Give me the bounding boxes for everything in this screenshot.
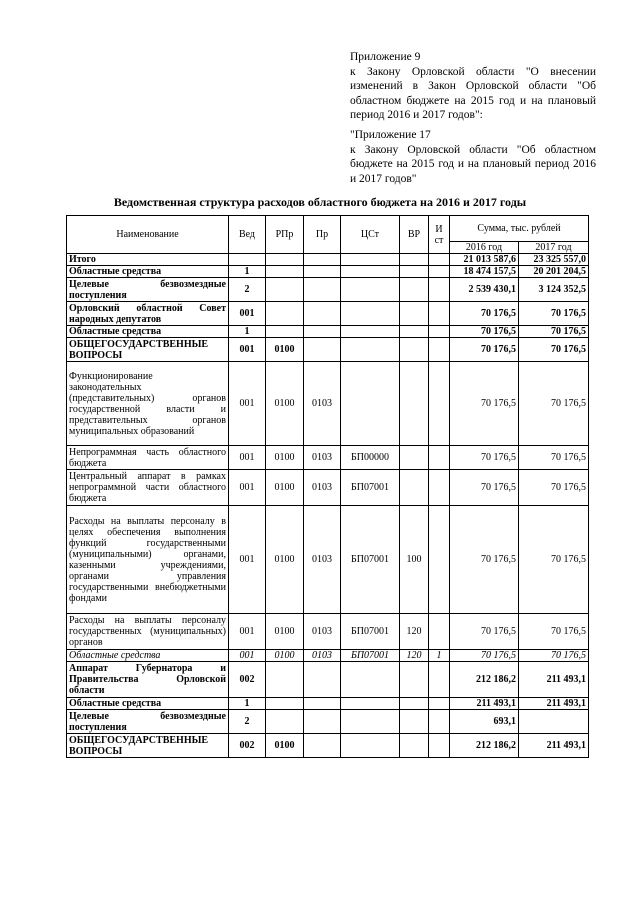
cell-ist — [429, 698, 450, 710]
cell-ved: 001 — [229, 446, 266, 470]
cell-rpr: 0100 — [266, 506, 304, 614]
cell-rpr: 0100 — [266, 734, 304, 758]
cell-rpr: 0100 — [266, 650, 304, 662]
cell-name: Расходы на выплаты персоналу государственных (муниципальных) органов — [67, 614, 229, 650]
cell-ist — [429, 254, 450, 266]
cell-ved: 2 — [229, 278, 266, 302]
cell-ist — [429, 266, 450, 278]
cell-cst: БП07001 — [341, 650, 400, 662]
cell-vr — [400, 302, 429, 326]
cell-rpr — [266, 266, 304, 278]
cell-y2016: 70 176,5 — [450, 614, 519, 650]
annex-9-header — [350, 50, 596, 123]
header-ist: И ст — [429, 216, 450, 254]
header-sum: Сумма, тыс. рублей — [450, 216, 589, 242]
annex-17-text: к Закону Орловской области "Об областном бюджете на 2015 год и на плановый период 2016 и 2017 годов" — [350, 143, 596, 185]
cell-cst: БП07001 — [341, 470, 400, 506]
cell-name: Аппарат Губернатора и Правительства Орловской области — [67, 662, 229, 698]
cell-ist — [429, 446, 450, 470]
cell-cst — [341, 266, 400, 278]
cell-cst — [341, 254, 400, 266]
header-vr: ВР — [400, 216, 429, 254]
cell-y2016: 70 176,5 — [450, 338, 519, 362]
cell-y2016: 70 176,5 — [450, 326, 519, 338]
cell-name: Итого — [67, 254, 229, 266]
cell-name: Областные средства — [67, 698, 229, 710]
cell-vr: 120 — [400, 614, 429, 650]
cell-pr: 0103 — [304, 446, 341, 470]
cell-cst: БП00000 — [341, 446, 400, 470]
cell-pr — [304, 326, 341, 338]
cell-cst — [341, 278, 400, 302]
cell-y2017: 211 493,1 — [519, 734, 589, 758]
cell-y2017: 211 493,1 — [519, 662, 589, 698]
cell-y2017: 70 176,5 — [519, 614, 589, 650]
cell-vr — [400, 446, 429, 470]
cell-vr — [400, 710, 429, 734]
cell-ist — [429, 326, 450, 338]
cell-name: Функционирование законодательных (представительных) органов государственной власти и представительных органов муниципальных образований — [67, 362, 229, 446]
cell-ved — [229, 254, 266, 266]
cell-ved: 1 — [229, 326, 266, 338]
cell-pr — [304, 338, 341, 362]
cell-rpr — [266, 254, 304, 266]
cell-ist — [429, 470, 450, 506]
table-row — [67, 266, 589, 278]
cell-ist — [429, 278, 450, 302]
table-row — [67, 650, 589, 662]
cell-ved: 001 — [229, 506, 266, 614]
table-row — [67, 326, 589, 338]
cell-y2016: 2 539 430,1 — [450, 278, 519, 302]
cell-name: Областные средства — [67, 326, 229, 338]
table-row — [67, 302, 589, 326]
cell-y2016: 70 176,5 — [450, 362, 519, 446]
cell-y2017: 70 176,5 — [519, 362, 589, 446]
table-row — [67, 698, 589, 710]
cell-y2016: 70 176,5 — [450, 506, 519, 614]
cell-pr — [304, 698, 341, 710]
cell-rpr: 0100 — [266, 338, 304, 362]
cell-cst — [341, 698, 400, 710]
cell-vr — [400, 698, 429, 710]
cell-y2016: 212 186,2 — [450, 734, 519, 758]
cell-y2017: 211 493,1 — [519, 698, 589, 710]
cell-rpr — [266, 662, 304, 698]
cell-y2017: 70 176,5 — [519, 302, 589, 326]
cell-ved: 001 — [229, 338, 266, 362]
cell-name: Областные средства — [67, 650, 229, 662]
cell-pr: 0103 — [304, 614, 341, 650]
cell-ist — [429, 734, 450, 758]
cell-y2016: 21 013 587,6 — [450, 254, 519, 266]
cell-rpr — [266, 698, 304, 710]
cell-pr — [304, 734, 341, 758]
table-row — [67, 278, 589, 302]
cell-ist — [429, 362, 450, 446]
annex-17-number: "Приложение 17 — [350, 129, 431, 141]
cell-vr — [400, 326, 429, 338]
cell-pr — [304, 254, 341, 266]
cell-pr — [304, 266, 341, 278]
cell-name: ОБЩЕГОСУДАРСТВЕННЫЕ ВОПРОСЫ — [67, 734, 229, 758]
cell-vr — [400, 338, 429, 362]
table-row — [67, 254, 589, 266]
cell-cst — [341, 362, 400, 446]
cell-y2017: 3 124 352,5 — [519, 278, 589, 302]
cell-vr — [400, 662, 429, 698]
table-row — [67, 362, 589, 446]
cell-name: Целевые безвозмездные поступления — [67, 710, 229, 734]
cell-ist — [429, 662, 450, 698]
cell-cst — [341, 710, 400, 734]
cell-y2017: 70 176,5 — [519, 506, 589, 614]
cell-y2016: 212 186,2 — [450, 662, 519, 698]
cell-vr — [400, 266, 429, 278]
cell-name: Орловский областной Совет народных депутатов — [67, 302, 229, 326]
header-rpr: РПр — [266, 216, 304, 254]
cell-rpr: 0100 — [266, 362, 304, 446]
cell-cst: БП07001 — [341, 506, 400, 614]
cell-ist: 1 — [429, 650, 450, 662]
cell-y2017: 70 176,5 — [519, 650, 589, 662]
cell-y2016: 211 493,1 — [450, 698, 519, 710]
cell-name: Областные средства — [67, 266, 229, 278]
cell-y2017: 70 176,5 — [519, 446, 589, 470]
cell-ved: 002 — [229, 734, 266, 758]
cell-ved: 1 — [229, 266, 266, 278]
table-row — [67, 338, 589, 362]
cell-pr: 0103 — [304, 362, 341, 446]
table-row — [67, 446, 589, 470]
table-row — [67, 734, 589, 758]
cell-y2017: 70 176,5 — [519, 470, 589, 506]
cell-cst — [341, 326, 400, 338]
cell-ved: 001 — [229, 302, 266, 326]
cell-y2016: 693,1 — [450, 710, 519, 734]
cell-ved: 1 — [229, 698, 266, 710]
cell-cst — [341, 662, 400, 698]
table-row — [67, 614, 589, 650]
cell-vr — [400, 362, 429, 446]
cell-ved: 001 — [229, 650, 266, 662]
table-body — [67, 254, 589, 758]
cell-cst — [341, 734, 400, 758]
cell-cst — [341, 338, 400, 362]
cell-ved: 002 — [229, 662, 266, 698]
cell-y2016: 70 176,5 — [450, 470, 519, 506]
table-row — [67, 506, 589, 614]
cell-name: Непрограммная часть областного бюджета — [67, 446, 229, 470]
annex-17-header — [350, 128, 596, 186]
cell-y2016: 70 176,5 — [450, 650, 519, 662]
cell-rpr — [266, 302, 304, 326]
cell-pr — [304, 710, 341, 734]
cell-rpr: 0100 — [266, 614, 304, 650]
cell-y2017 — [519, 710, 589, 734]
cell-pr — [304, 662, 341, 698]
table-row — [67, 710, 589, 734]
cell-y2017: 70 176,5 — [519, 326, 589, 338]
cell-ist — [429, 506, 450, 614]
cell-rpr — [266, 326, 304, 338]
cell-cst — [341, 302, 400, 326]
cell-y2016: 18 474 157,5 — [450, 266, 519, 278]
cell-vr — [400, 470, 429, 506]
cell-vr: 120 — [400, 650, 429, 662]
cell-cst: БП07001 — [341, 614, 400, 650]
header-2017: 2017 год — [519, 242, 589, 254]
cell-y2016: 70 176,5 — [450, 302, 519, 326]
cell-ved: 2 — [229, 710, 266, 734]
cell-name: ОБЩЕГОСУДАРСТВЕННЫЕ ВОПРОСЫ — [67, 338, 229, 362]
cell-ist — [429, 710, 450, 734]
cell-name: Целевые безвозмездные поступления — [67, 278, 229, 302]
table-row — [67, 470, 589, 506]
header-ved: Вед — [229, 216, 266, 254]
header-cst: ЦСт — [341, 216, 400, 254]
annex-9-text: к Закону Орловской области "О внесении изменений в Закон Орловской области "Об областном бюджете на 2015 год и на плановый период 2016 и 2017 годов": — [350, 65, 596, 121]
cell-vr — [400, 254, 429, 266]
cell-rpr — [266, 278, 304, 302]
cell-rpr: 0100 — [266, 446, 304, 470]
cell-rpr — [266, 710, 304, 734]
cell-pr — [304, 302, 341, 326]
cell-y2017: 20 201 204,5 — [519, 266, 589, 278]
cell-y2017: 70 176,5 — [519, 338, 589, 362]
cell-y2016: 70 176,5 — [450, 446, 519, 470]
cell-ist — [429, 614, 450, 650]
cell-ist — [429, 302, 450, 326]
annex-9-number: Приложение 9 — [350, 51, 421, 63]
table-row — [67, 662, 589, 698]
cell-ved: 001 — [229, 614, 266, 650]
document-title: Ведомственная структура расходов областного бюджета на 2016 и 2017 годы — [113, 195, 527, 209]
cell-y2017: 23 325 557,0 — [519, 254, 589, 266]
cell-pr: 0103 — [304, 470, 341, 506]
budget-table — [66, 215, 589, 758]
cell-pr — [304, 278, 341, 302]
cell-rpr: 0100 — [266, 470, 304, 506]
cell-ist — [429, 338, 450, 362]
header-name: Наименование — [67, 216, 229, 254]
cell-pr: 0103 — [304, 650, 341, 662]
cell-ved: 001 — [229, 362, 266, 446]
cell-ved: 001 — [229, 470, 266, 506]
header-2016: 2016 год — [450, 242, 519, 254]
cell-name: Центральный аппарат в рамках непрограммной части областного бюджета — [67, 470, 229, 506]
cell-vr: 100 — [400, 506, 429, 614]
cell-pr: 0103 — [304, 506, 341, 614]
cell-vr — [400, 734, 429, 758]
cell-name: Расходы на выплаты персоналу в целях обеспечения выполнения функций государственными (муниципальными) органами, казенными учреждениями, органами управления государственными внебюджетными фондами — [67, 506, 229, 614]
header-pr: Пр — [304, 216, 341, 254]
cell-vr — [400, 278, 429, 302]
